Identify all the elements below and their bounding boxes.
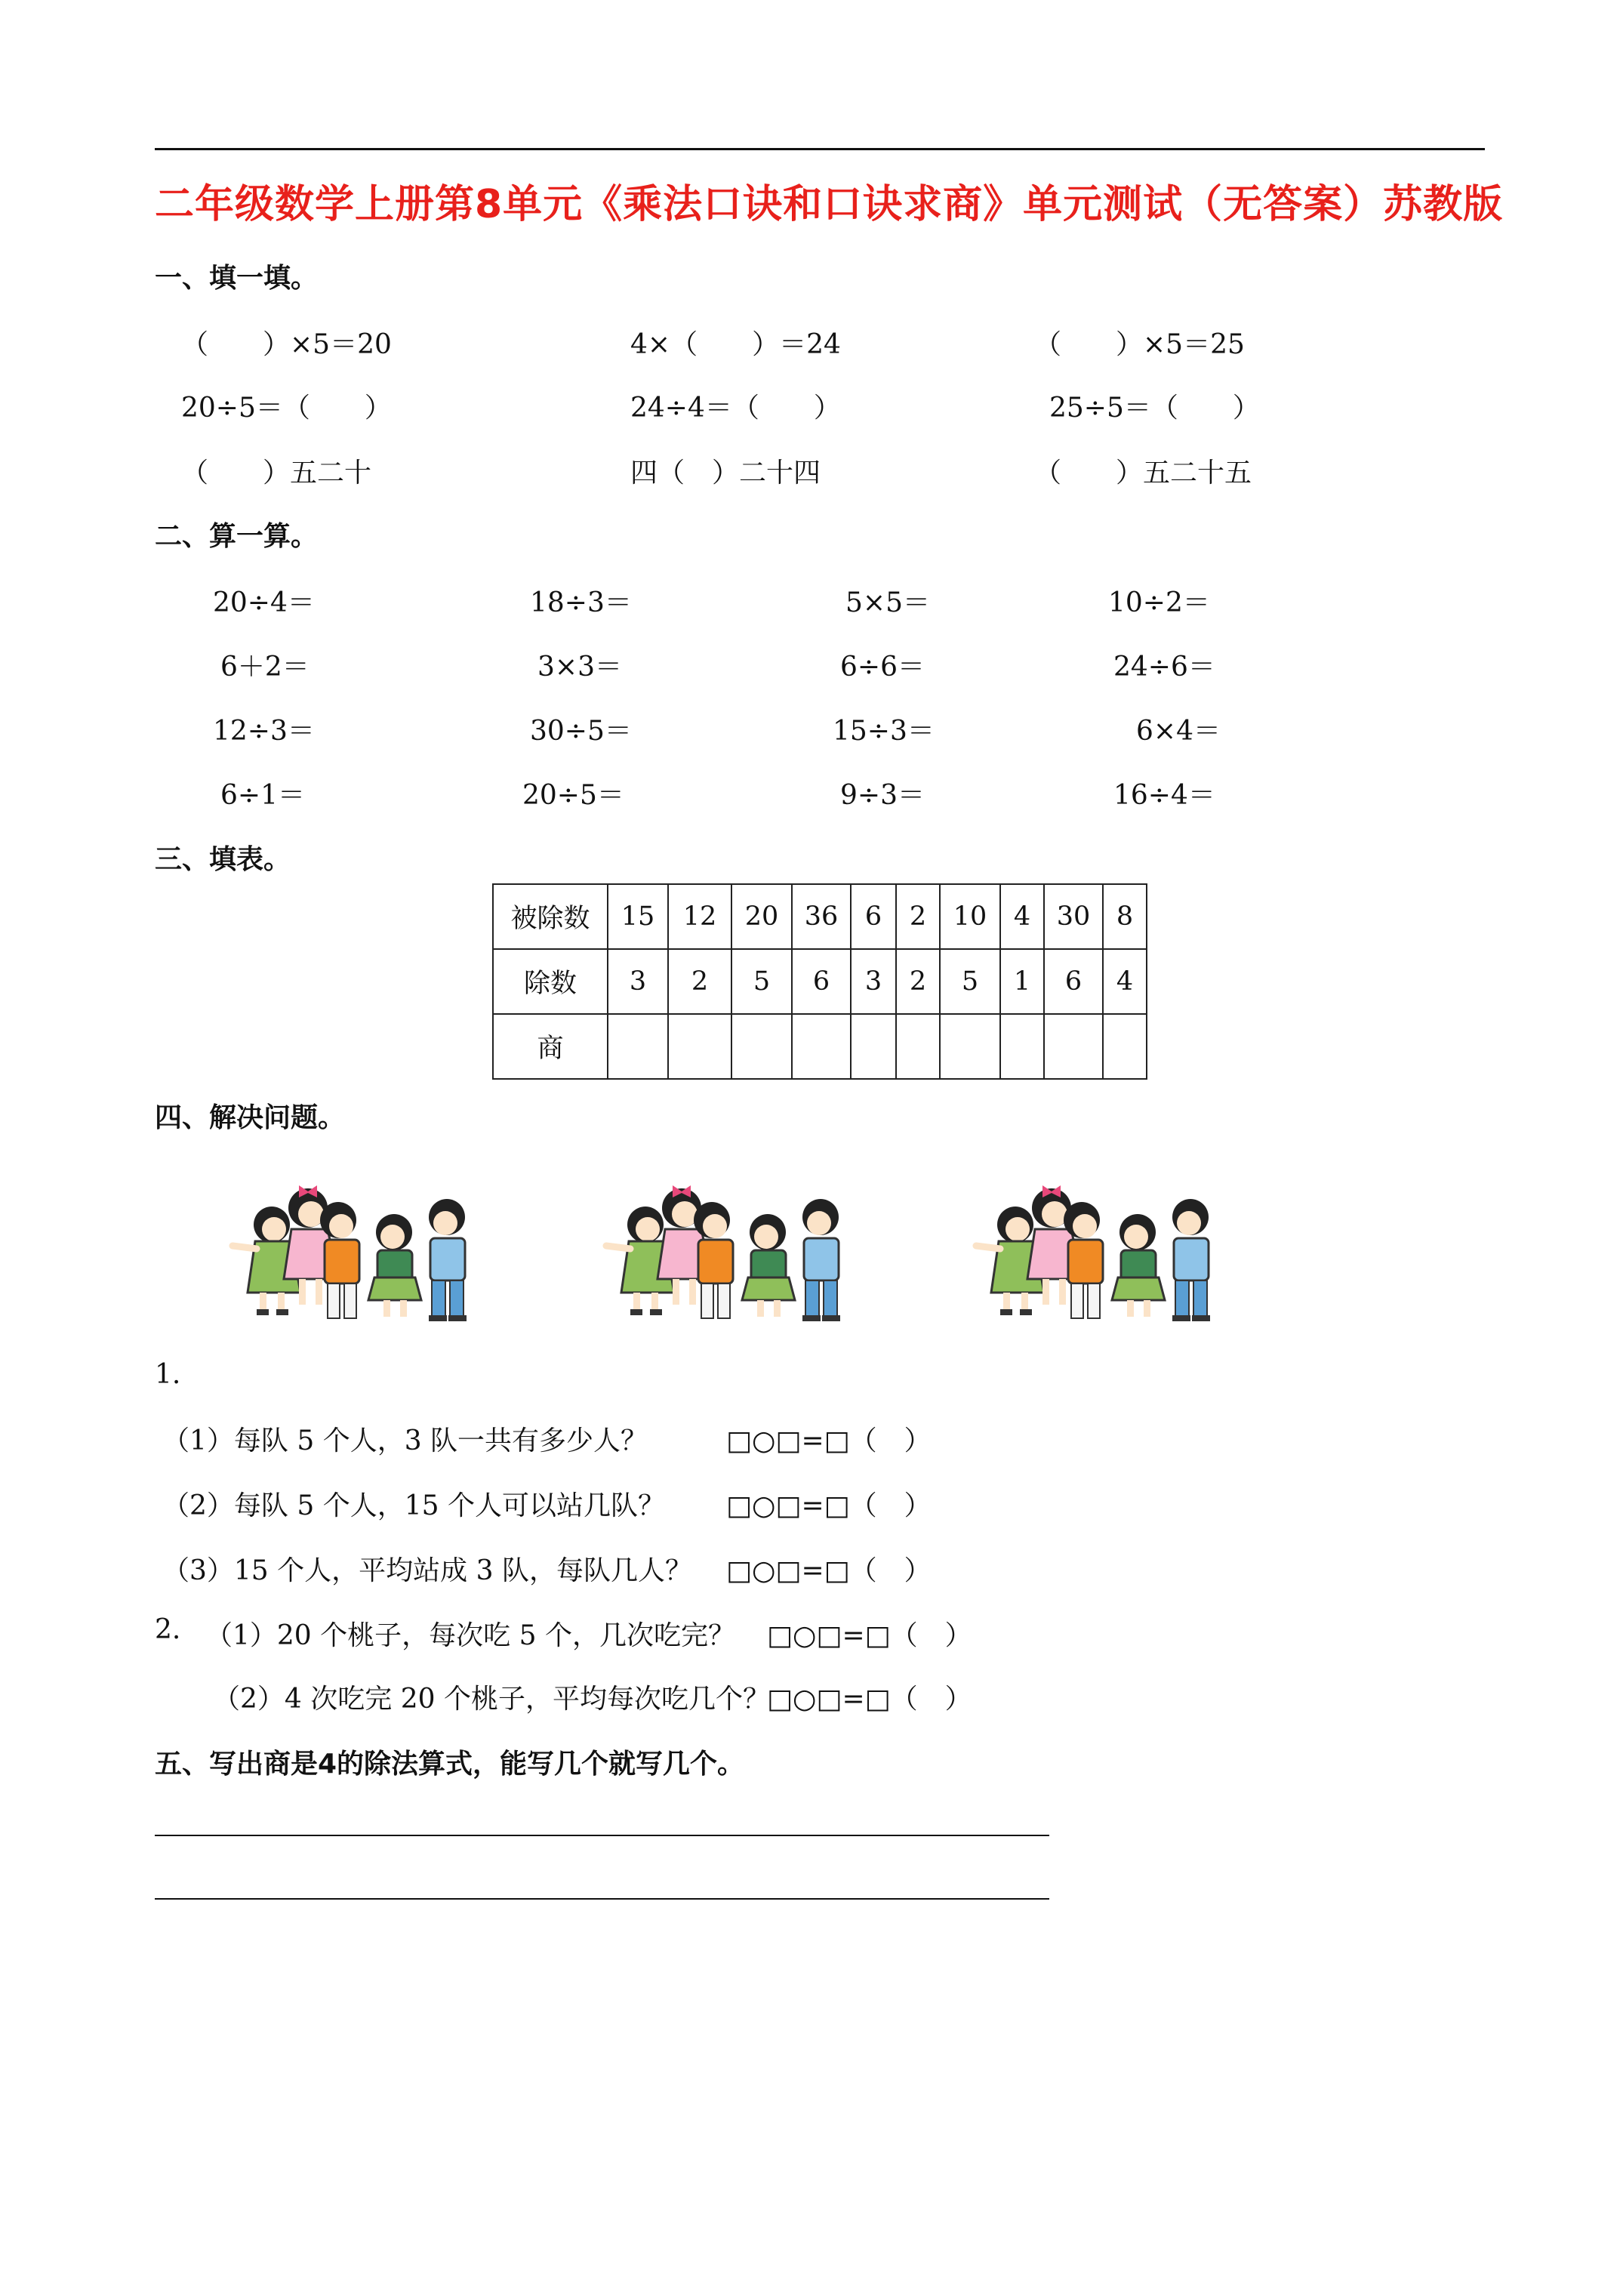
answer-formula: □○□=□（ ） bbox=[726, 1490, 932, 1521]
row-label: 除数 bbox=[493, 949, 608, 1014]
table-row-divisors bbox=[493, 949, 1147, 1014]
calc-item: 18÷3＝ bbox=[530, 587, 632, 618]
table-cell: 3 bbox=[608, 949, 668, 1014]
table-cell: 2 bbox=[668, 949, 731, 1014]
table-cell: 3 bbox=[851, 949, 896, 1014]
calc-item: 6×4＝ bbox=[1136, 716, 1221, 747]
problem-question: （2）4 次吃完 20 个桃子，平均每次吃几个？ bbox=[213, 1684, 770, 1715]
answer-cell[interactable] bbox=[1044, 1014, 1103, 1079]
fill-item: 20÷5＝（ ） bbox=[181, 393, 392, 424]
row-label: 商 bbox=[493, 1014, 608, 1079]
fill-item: （ ）×5＝25 bbox=[1034, 329, 1245, 360]
table-cell: 30 bbox=[1044, 884, 1103, 949]
calc-item: 3×3＝ bbox=[537, 652, 622, 683]
children-group-illustration bbox=[970, 1179, 1227, 1327]
table-row-dividends bbox=[493, 884, 1147, 949]
table-cell: 12 bbox=[668, 884, 731, 949]
calc-item: 24÷6＝ bbox=[1113, 652, 1215, 683]
section-3-heading: 三、填表。 bbox=[155, 844, 291, 875]
answer-cell[interactable] bbox=[1103, 1014, 1147, 1079]
answer-cell[interactable] bbox=[851, 1014, 896, 1079]
fill-item: （ ）×5＝20 bbox=[181, 329, 392, 360]
children-group-illustration bbox=[600, 1179, 857, 1327]
calc-item: 30÷5＝ bbox=[530, 716, 632, 747]
answer-cell[interactable] bbox=[792, 1014, 851, 1079]
answer-cell[interactable] bbox=[940, 1014, 1000, 1079]
section-5-heading: 五、写出商是4的除法算式，能写几个就写几个。 bbox=[155, 1749, 745, 1780]
table-cell: 2 bbox=[896, 949, 940, 1014]
fill-item: 25÷5＝（ ） bbox=[1049, 393, 1260, 424]
table-cell: 4 bbox=[1000, 884, 1044, 949]
table-row-quotients bbox=[493, 1014, 1147, 1079]
table-cell: 6 bbox=[792, 949, 851, 1014]
table-cell: 1 bbox=[1000, 949, 1044, 1014]
problem-question: （1）每队 5 个人，3 队一共有多少人？ bbox=[162, 1425, 648, 1456]
table-cell: 5 bbox=[940, 949, 1000, 1014]
table-cell: 6 bbox=[851, 884, 896, 949]
calc-item: 20÷4＝ bbox=[213, 587, 315, 618]
answer-line[interactable] bbox=[155, 1835, 1049, 1836]
table-cell: 15 bbox=[608, 884, 668, 949]
table-cell: 10 bbox=[940, 884, 1000, 949]
fill-item: 4×（ ）＝24 bbox=[630, 329, 841, 360]
calc-item: 20÷5＝ bbox=[522, 780, 624, 811]
answer-formula: □○□=□（ ） bbox=[726, 1425, 932, 1456]
calc-item: 10÷2＝ bbox=[1108, 587, 1210, 618]
table-cell: 36 bbox=[792, 884, 851, 949]
answer-formula: □○□=□（ ） bbox=[726, 1555, 932, 1586]
children-group-illustration bbox=[226, 1179, 483, 1327]
calc-item: 15÷3＝ bbox=[833, 716, 935, 747]
calc-item: 16÷4＝ bbox=[1113, 780, 1215, 811]
table-cell: 2 bbox=[896, 884, 940, 949]
page-title: 二年级数学上册第8单元《乘法口诀和口诀求商》单元测试（无答案）苏教版 bbox=[155, 182, 1504, 227]
table-cell: 20 bbox=[731, 884, 792, 949]
fill-item: 24÷4＝（ ） bbox=[630, 393, 841, 424]
section-1-heading: 一、填一填。 bbox=[155, 263, 319, 294]
calc-item: 6÷1＝ bbox=[220, 780, 305, 811]
answer-cell[interactable] bbox=[896, 1014, 940, 1079]
calc-item: 5×5＝ bbox=[845, 587, 930, 618]
answer-cell[interactable] bbox=[1000, 1014, 1044, 1079]
division-table bbox=[492, 883, 1147, 1080]
answer-cell[interactable] bbox=[668, 1014, 731, 1079]
calc-item: 6＋2＝ bbox=[220, 652, 310, 683]
table-cell: 5 bbox=[731, 949, 792, 1014]
calc-item: 12÷3＝ bbox=[213, 716, 315, 747]
problem-question: （1）20 个桃子，每次吃 5 个，几次吃完？ bbox=[205, 1620, 735, 1651]
top-rule bbox=[155, 148, 1485, 150]
problem-question: （2）每队 5 个人，15 个人可以站几队？ bbox=[162, 1490, 665, 1521]
answer-cell[interactable] bbox=[731, 1014, 792, 1079]
answer-line[interactable] bbox=[155, 1898, 1049, 1900]
section-2-heading: 二、算一算。 bbox=[155, 521, 319, 552]
problem-number: 1. bbox=[155, 1359, 181, 1390]
table-cell: 8 bbox=[1103, 884, 1147, 949]
calc-item: 6÷6＝ bbox=[840, 652, 925, 683]
table-cell: 4 bbox=[1103, 949, 1147, 1014]
table-cell: 6 bbox=[1044, 949, 1103, 1014]
problem-number: 2. bbox=[155, 1614, 181, 1645]
fill-item: 四（ ）二十四 bbox=[630, 458, 821, 488]
fill-item: （ ）五二十 bbox=[181, 458, 372, 488]
fill-item: （ ）五二十五 bbox=[1034, 458, 1252, 488]
problem-question: （3）15 个人，平均站成 3 队，每队几人？ bbox=[162, 1555, 692, 1586]
section-4-heading: 四、解决问题。 bbox=[155, 1102, 346, 1133]
answer-cell[interactable] bbox=[608, 1014, 668, 1079]
answer-formula: □○□=□（ ） bbox=[767, 1684, 972, 1715]
answer-formula: □○□=□（ ） bbox=[767, 1620, 972, 1651]
row-label: 被除数 bbox=[493, 884, 608, 949]
calc-item: 9÷3＝ bbox=[840, 780, 925, 811]
